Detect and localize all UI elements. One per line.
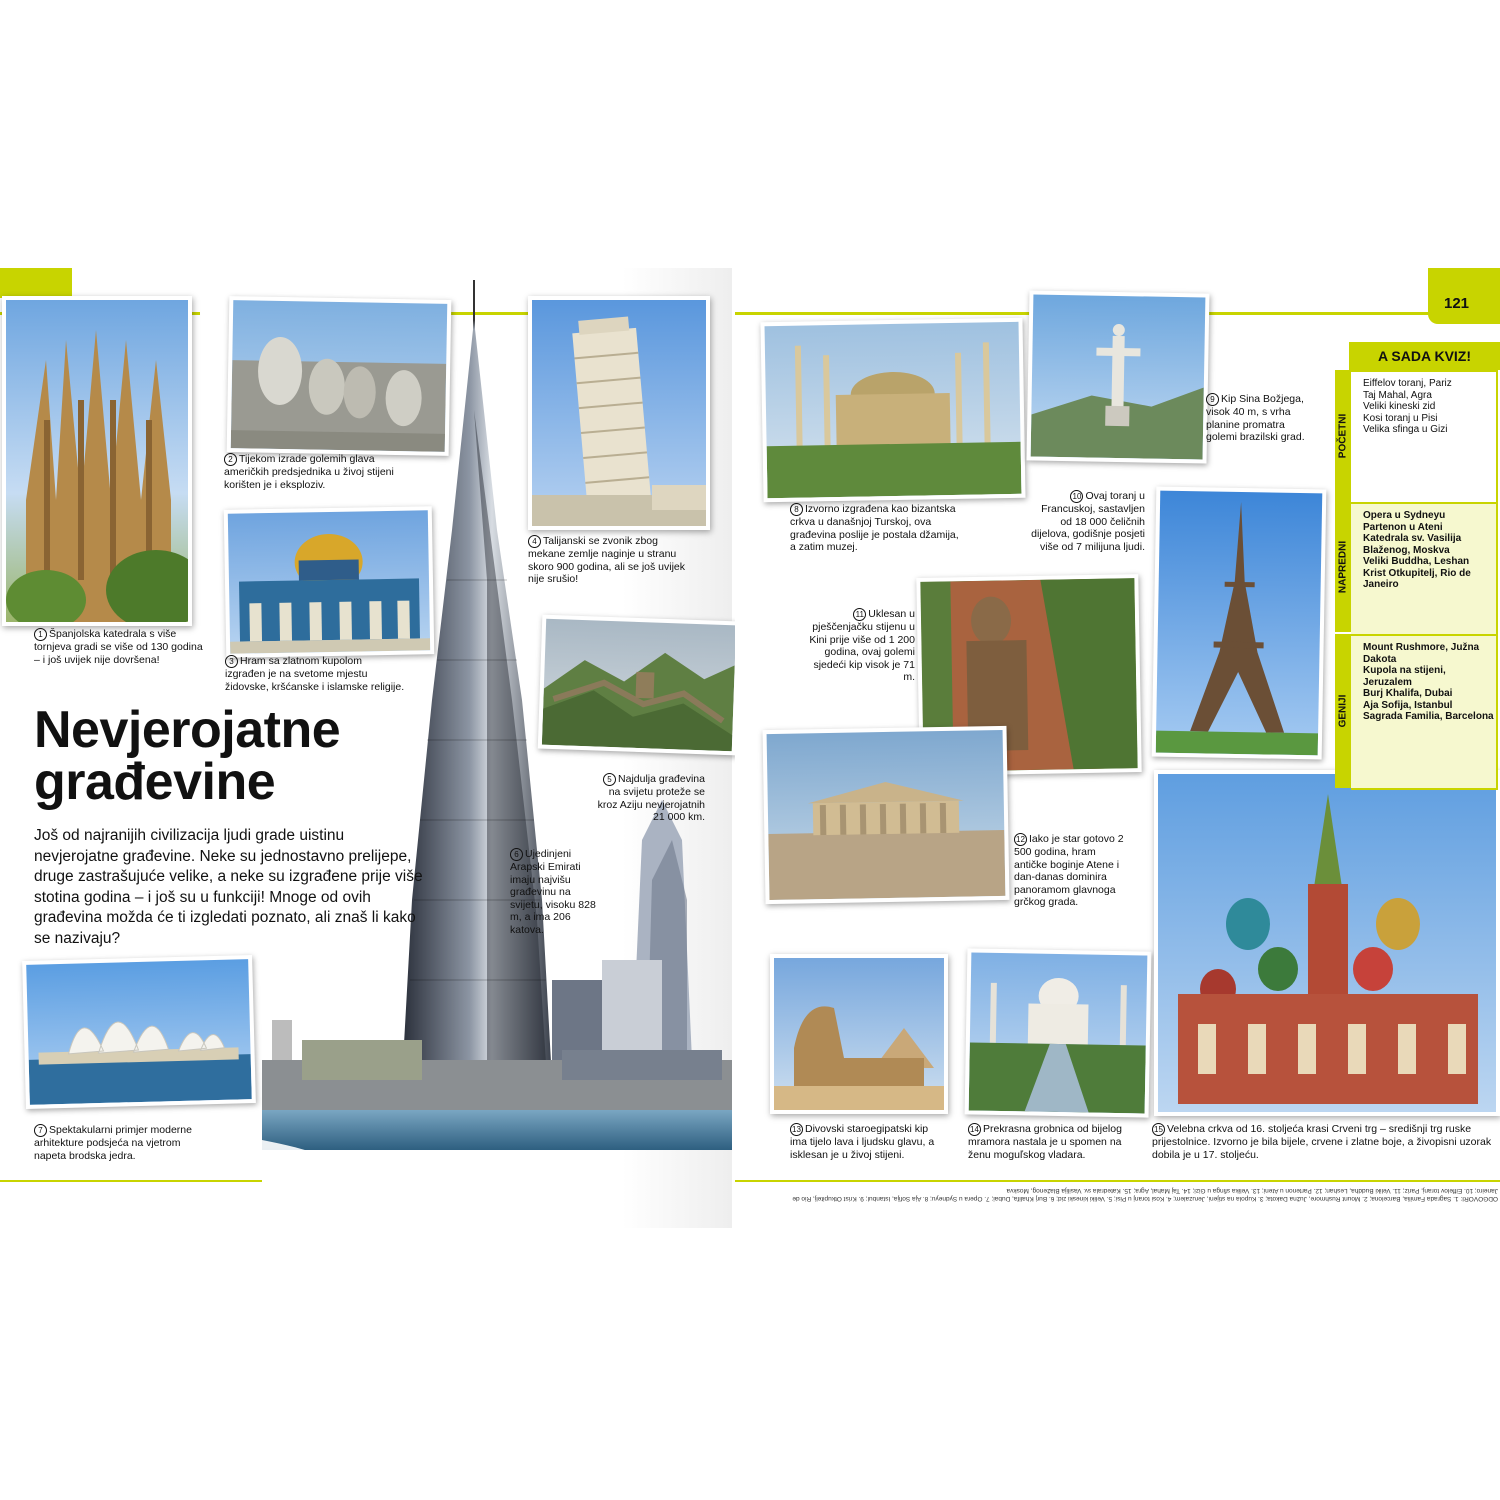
quiz-level-band: POČETNI: [1335, 370, 1351, 502]
photo-eiffel-tower: [1152, 487, 1327, 760]
quiz-item: Kupola na stijeni, Jeruzalem: [1363, 665, 1446, 688]
left-corner-tab: [0, 268, 72, 298]
photo-dome-of-the-rock: [224, 506, 435, 658]
quiz-item: Sagrada Familia, Barcelona: [1363, 711, 1494, 722]
quiz-level-advanced: [1351, 502, 1498, 638]
quiz-item: Veliki Buddha, Leshan: [1363, 556, 1470, 567]
quiz-item: Krist Otkupitelj, Rio de Janeiro: [1363, 567, 1471, 590]
caption-14: 14 Prekrasna grobnica od bijelog mramora nastala je u spomen na ženu moguľskog vladara.: [968, 1123, 1122, 1161]
page-title: Nevjerojatne građevine: [34, 701, 341, 811]
caption-7: 7 Spektakularni primjer moderne arhitekture podsjeća na vjetrom napeta brodska jedra.: [34, 1124, 192, 1162]
caption-3: 3 Hram sa zlatnom kupolom izgrađen je na svetome mjestu židovske, kršćanske i islamske religije.: [225, 655, 405, 693]
photo-great-wall: [538, 615, 741, 756]
quiz-box: [1335, 342, 1500, 788]
caption-9: 9 Kip Sina Božjega, visok 40 m, s vrha planine promatra golemi brazilski grad.: [1206, 393, 1305, 443]
caption-4: 4 Talijanski se zvonik zbog mekane zemlje naginje u stranu skoro 900 godina, ali se još uvijek nije srušio!: [528, 535, 686, 585]
quiz-level-band: GENIJI: [1335, 634, 1351, 788]
photo-sagrada-familia: [2, 296, 192, 626]
photo-leaning-tower-pisa: [528, 296, 710, 530]
quiz-item: Kosi toranj u Pisi: [1363, 412, 1438, 424]
bottom-rule-left: [0, 1180, 262, 1182]
quiz-item: Taj Mahal, Agra: [1363, 389, 1432, 401]
quiz-item: Mount Rushmore, Južna Dakota: [1363, 642, 1480, 665]
quiz-item: Aja Sofija, Istanbul: [1363, 699, 1453, 711]
quiz-title: A SADA KVIZ!: [1349, 342, 1500, 370]
quiz-item: Opera u Sydneyu: [1363, 510, 1446, 521]
photo-mount-rushmore: [227, 296, 452, 456]
magazine-spread: [0, 268, 1500, 1228]
caption-15: 15 Velebna crkva od 16. stoljeća krasi Crveni trg – središnji trg ruske prijestolnice. Izvorno je bila bijele, crvene i zlatne boje, a živopisni uzorak dobila je u 17. stoljeću.: [1152, 1123, 1492, 1161]
caption-13: 13 Divovski staroegipatski kip ima tijelo lava i ljudsku glavu, a isklesan je u živoj stijeni.: [790, 1123, 935, 1161]
caption-6: 6 Ujedinjeni Arapski Emirati imaju najvišu građevinu na svijetu, visoku 828 m, a ima 206 katova.: [510, 848, 596, 936]
intro-text: Još od najranijih civilizacija ljudi grade uistinu nevjerojatne građevine. Neke su jednostavno prelijepe, druge zastrašujuće velike, a neke su izgrađene prije više stotina godina – i još su u funkciji! Mnoge od ovih građevina možda će ti izgledati poznato, ali znaš li kako se nazivaju?: [34, 827, 423, 947]
photo-sydney-opera-house: [22, 955, 256, 1109]
caption-2: 2 Tijekom izrade golemih glava američkih predsjednika u živoj stijeni korišten je i eksploziv.: [224, 453, 394, 491]
caption-11: 11 Uklesan u pješčenjačku stijenu u Kini prije više od 1 200 godina, ovaj golemi sjedeći kip visok je 71 m.: [809, 608, 915, 683]
quiz-level-beginner: [1351, 370, 1498, 508]
bottom-rule-right: [735, 1180, 1500, 1182]
photo-hagia-sophia: [760, 318, 1025, 503]
left-page: [0, 268, 732, 1228]
quiz-item: Katedrala sv. Vasilija Blaženog, Moskva: [1363, 533, 1462, 556]
answers-upside-down: ODGOVORI: 1. Sagrada Familia, Barcelona; 2. Mount Rushmore, Južna Dakota; 3. Kupola na stijeni, Jeruzalem; 4. Kosi toranj u Pisi; 5. Veliki kineski zid; 6. Burj Khalifa, Dubai; 7. Opera u Sydneyu; 8. Aja Sofija, Istanbul; 9. Krist Otkupitelj, Rio de Janeiro; 10. Eiffelov toranj, Pariz; 11. Veliki Buddha, Leshan; 12. Partenon u Ateni; 13. Velika sfinga u Gizi; 14. Taj Mahal, Agra; 15. Katedrala sv. Vasilija Blaženog, Moskva: [792, 1187, 1498, 1202]
quiz-item: Velika sfinga u Gizi: [1363, 424, 1448, 435]
caption-1: 1 Španjolska katedrala s više tornjeva gradi se više od 130 godina – i još uvijek nije dovršena!: [34, 628, 203, 666]
quiz-item: Veliki kineski zid: [1363, 401, 1436, 412]
quiz-item: Partenon u Ateni: [1363, 521, 1443, 533]
caption-10: 10 Ovaj toranj u Francuskoj, sastavljen od 18 000 čeličnih dijelova, godišnje posjeti više od 7 milijuna ljudi.: [1031, 490, 1145, 553]
photo-parthenon: [763, 726, 1010, 904]
caption-8: 8 Izvorno izgrađena kao bizantska crkva u današnjoj Turskoj, ova građevina poslije je postala džamija, a zatim muzej.: [790, 503, 959, 553]
photo-st-basils-cathedral: [1154, 770, 1500, 1116]
photo-christ-the-redeemer: [1027, 290, 1210, 463]
photo-taj-mahal: [965, 948, 1152, 1117]
photo-sphinx: [770, 954, 948, 1114]
page-number-tab: 121: [1428, 268, 1500, 324]
quiz-item: Eiffelov toranj, Pariz: [1363, 378, 1452, 389]
quiz-level-band: NAPREDNI: [1335, 502, 1351, 632]
quiz-item: Burj Khalifa, Dubai: [1363, 688, 1453, 699]
quiz-level-genius: [1351, 634, 1498, 790]
caption-5: 5 Najdulja građevina na svijetu proteže se kroz Aziju nevjerojatnih 21 000 km.: [597, 773, 705, 823]
caption-12: 12 Iako je star gotovo 2 500 godina, hram antičke boginje Atene i dan-danas dominira panoramom glavnoga grčkog grada.: [1014, 833, 1124, 908]
